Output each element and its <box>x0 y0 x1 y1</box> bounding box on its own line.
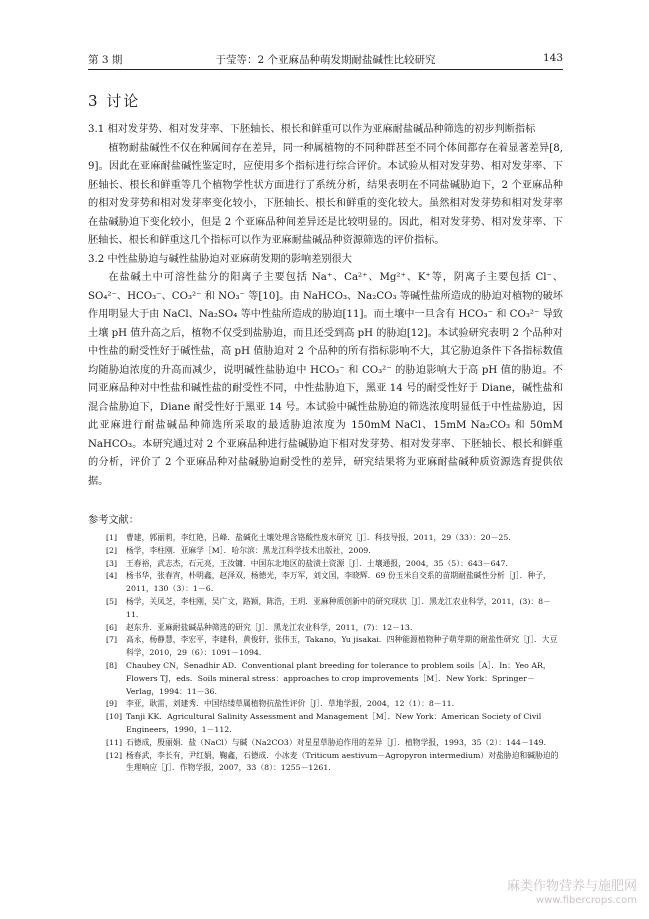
reference-number: [5] <box>106 596 118 606</box>
watermark <box>507 879 637 907</box>
reference-number: [8] <box>106 660 118 670</box>
reference-text: 杨春武，李长有，尹红娟，鞠鑫，石德成．小冰麦（Triticum aestivum－Agropyron intermedium）对盐胁迫和碱胁迫的生理响应［J］．作物学报，2007，33（8）：1255－1261. <box>126 750 559 773</box>
reference-number: [7] <box>106 635 118 645</box>
running-header <box>88 52 563 68</box>
reference-number: [6] <box>106 622 118 632</box>
reference-item <box>88 532 563 545</box>
reference-item <box>88 711 563 737</box>
reference-number: [10] <box>106 712 123 722</box>
header-rule <box>88 69 563 70</box>
paragraph-3-1: 植物耐盐碱性不仅在种属间存在差异，同一种属植物的不同种群甚至不同个体间都存在着显著差异[8, 9]。因此在亚麻耐盐碱性鉴定时，应使用多个指标进行综合评价。本试验从相对发芽势、相对发芽率、下胚轴长、根长和鲜重等几个植物学性状方面进行了系统分析，结果表明在不同盐碱胁迫下，2 个亚麻品种的相对发芽势和相对发芽率变化较小，下胚轴长、根长和鲜重的变化较大。虽然相对发芽势和相对发芽率在盐碱胁迫下变化较小，但是 2 个亚麻品种间差异还是比较明显的。因此，相对发芽势、相对发芽率、下胚轴长、根长和鲜重这几个指标可以作为亚麻耐盐碱品种资源筛选的评价指标。 <box>88 142 563 246</box>
subsection-heading-3-2: 3.2 中性盐胁迫与碱性盐胁迫对亚麻萌发期的影响差别很大 <box>88 253 352 265</box>
page-number: 143 <box>542 52 563 64</box>
reference-text: 石德成，殷丽娟．盐（NaCl）与碱（Na2CO3）对星星草胁迫作用的差异［J］．植物学报，1993，35（2）：144－149. <box>126 737 547 747</box>
reference-number: [12] <box>106 750 123 760</box>
reference-item <box>88 558 563 571</box>
reference-item <box>88 737 563 750</box>
references-list <box>88 532 563 775</box>
reference-number: [4] <box>106 571 118 581</box>
reference-number: [3] <box>106 558 118 568</box>
reference-item <box>88 634 563 660</box>
reference-text: 王春裕，武志杰，石元亮，王汝镛．中国东北地区的盐渍土资源［J］．土壤通报，2004，35（5）：643－647. <box>126 558 508 568</box>
page-body <box>88 88 563 775</box>
reference-text: 曹建，郭丽莉，李红艳，吕峰．盐碱化土壤处理含铬酸性废水研究［J］．科技导报，2011，29（33）：20－25. <box>126 533 511 542</box>
reference-text: 杨学，关凤芝，李柱刚，吴广文，路颖，陈浩，王玥．亚麻种质创新中的研究现状［J］．黑龙江农业科学，2011，(3)：8－11. <box>126 596 551 619</box>
reference-item <box>88 596 563 622</box>
reference-text: 赵东升．亚麻耐盐碱品种筛选的研究［J］．黑龙江农业科学，2011，(7)：12－13. <box>126 622 413 632</box>
reference-text: 李亚，耿雷，刘建秀．中国结缕草属植物抗盐性评价［J］．草地学报，2004，12（1）：8－11. <box>126 699 455 709</box>
watermark-url: www.fibercrops.com <box>535 895 637 906</box>
reference-text: 杨书华，张春宵，朴明鑫，赵泽双，杨德光，李万军，刘文国，李晓辉．69 份玉米自交系的苗期耐盐碱性分析［J］．种子，2011，130（3）：1－6. <box>126 571 551 594</box>
reference-text: Chaubey CN，Senadhir AD．Conventional plant breeding for tolerance to problem soils［A］．In：Yeo AR，Flowers TJ，eds．Soils mineral stress：approaches to crop improvements［M］．New York：Springer－Verlag，1994：11－36. <box>126 660 551 696</box>
reference-item <box>88 660 563 698</box>
reference-item <box>88 622 563 635</box>
reference-item <box>88 570 563 596</box>
reference-text: 杨学，李柱刚．亚麻学［M］．哈尔滨：黑龙江科学技术出版社，2009. <box>126 545 371 555</box>
issue-number: 第 3 期 <box>88 54 123 66</box>
paragraph-3-2: 在盐碱土中可溶性盐分的阳离子主要包括 Na⁺、Ca²⁺、Mg²⁺、K⁺等，阴离子主要包括 Cl⁻、SO₄²⁻、HCO₃⁻、CO₃²⁻ 和 NO₃⁻ 等[10]。由 NaHCO₃、Na₂CO₃ 等碱性盐所造成的胁迫对植物的破坏作用明显大于由 NaCl、Na₂SO₄ 等中性盐所造成的胁迫[11]。而土壤中一旦含有 HCO₃⁻ 和 CO₃²⁻ 导致土壤 pH 值升高之后，植物不仅受到盐胁迫，而且还受到高 pH 的胁迫[12]。本试验研究表明 2 个品种对中性盐的耐受性好于碱性盐，高 pH 值胁迫对 2 个品种的所有指标影响不大，其它胁迫条件下各指标数值均随胁迫浓度的升高而减少，说明碱性盐胁迫中 HCO₃⁻ 和 CO₃²⁻ 的胁迫影响大于高 pH 值的胁迫。不同亚麻品种对中性盐和碱性盐的耐受性不同，中性盐胁迫下，黑亚 14 号的耐受性好于 Diane，碱性盐和混合盐胁迫下，Diane 耐受性好于黑亚 14 号。本试验中碱性盐胁迫的筛选浓度明显低于中性盐胁迫，因此亚麻进行耐盐碱品种筛选所采取的最适胁迫浓度为 150mM NaCl、15mM Na₂CO₃ 和 50mM NaHCO₃。本研究通过对 2 个亚麻品种进行盐碱胁迫下相对发芽势、相对发芽率、下胚轴长、根长和鲜重的分析，评价了 2 个亚麻品种对盐碱胁迫耐受性的差异，研究结果将为亚麻耐盐碱种质资源选育提供依据。 <box>88 272 563 487</box>
reference-item <box>88 698 563 711</box>
reference-text: 高永，杨静慧，李宏平，李建科，黄俊轩，张伟玉，Takano，Yu jisakai．四种能源植物种子萌芽期的耐盐性研究［J］．大豆科学，2010，29（6）：1091－1094. <box>126 635 558 658</box>
subsection-heading-3-1: 3.1 相对发芽势、相对发芽率、下胚轴长、根长和鲜重可以作为亚麻耐盐碱品种筛选的初步判断指标 <box>88 124 536 135</box>
reference-number: [11] <box>106 737 123 747</box>
reference-text: Tanji KK．Agricultural Salinity Assessment and Management［M］．New York：American Society of Civil Engineers，1990，1－112. <box>126 712 542 734</box>
reference-number: [9] <box>106 699 118 709</box>
watermark-name: 麻类作物营养与施肥网 <box>506 879 637 894</box>
reference-number: [2] <box>106 545 118 555</box>
reference-item <box>88 545 563 558</box>
reference-number: [1] <box>106 533 118 542</box>
running-title: 于莹等：2 个亚麻品种萌发期耐盐碱性比较研究 <box>215 54 436 66</box>
section-title: 3 讨论 <box>88 92 141 110</box>
references-title: 参考文献： <box>88 515 139 526</box>
reference-item <box>88 750 563 776</box>
